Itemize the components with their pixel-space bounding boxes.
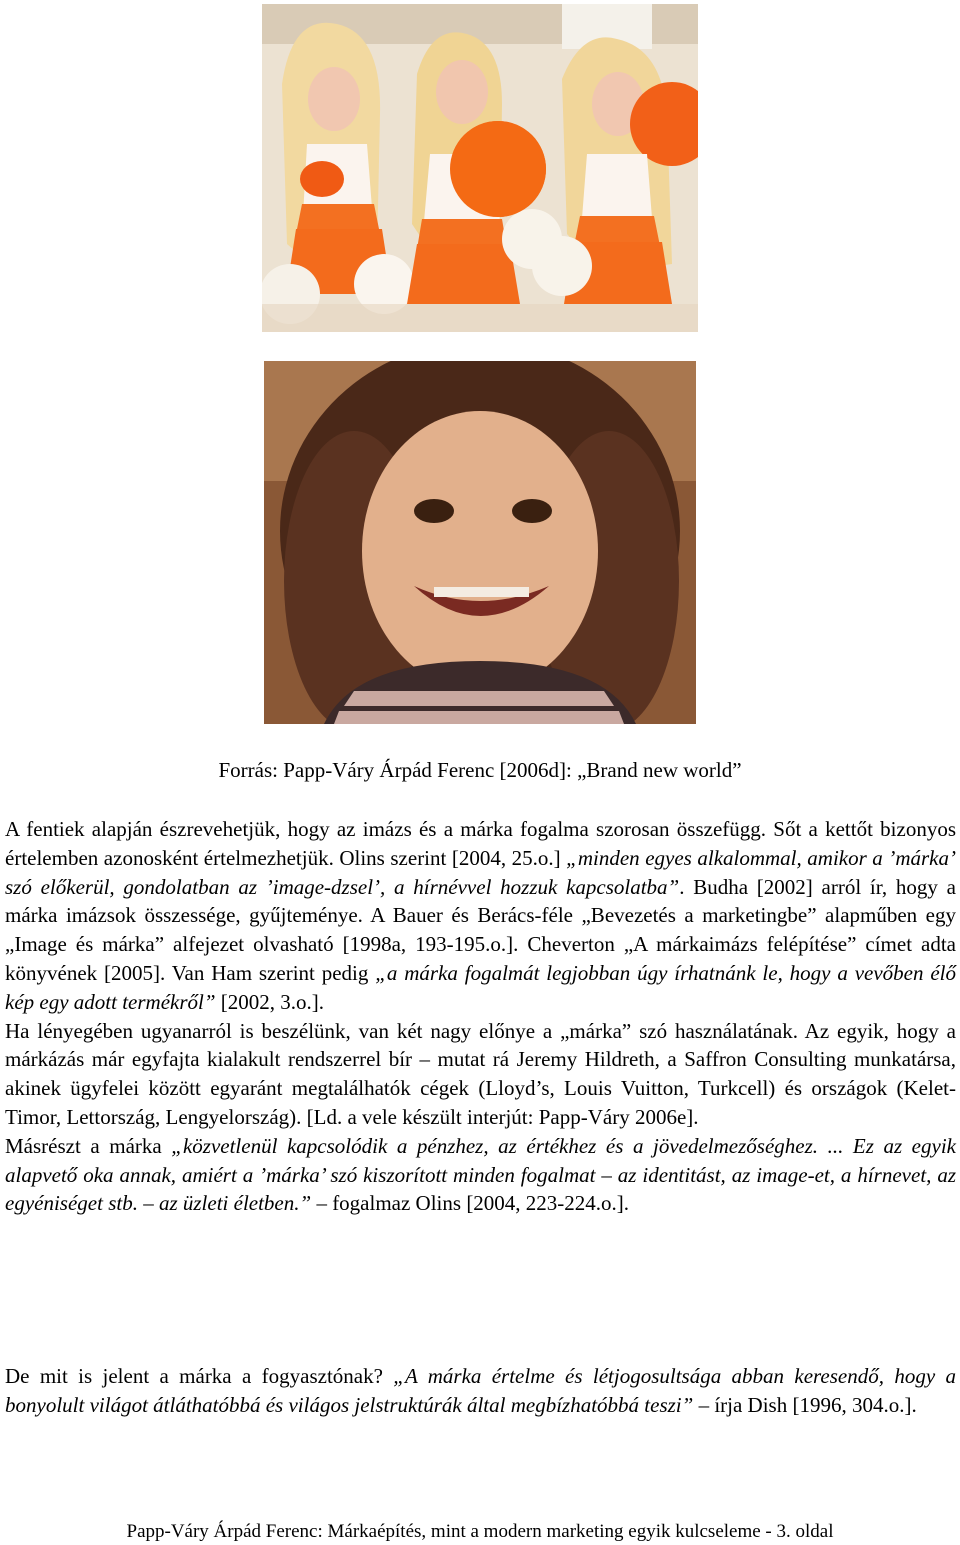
paragraph	[5, 1132, 956, 1218]
body-text-block	[5, 815, 956, 1218]
quote-text: „a márka fogalmát legjobban úgy írhatnánk le, hogy a vevőben élő kép egy adott termékről”	[5, 960, 956, 1014]
quote-text: „minden egyes alkalommal, amikor a ’márka’ szó előkerül, gondolatban az ’image-dzsel’, a hírnévvel hozzuk kapcsolatba”	[5, 845, 956, 899]
dolls-illustration	[262, 4, 698, 332]
text-run: . Budha [2002] arról ír, hogy a márka imázsok összessége, gyűjteménye. A Bauer és Berács-féle „Bevezetés a marketingbe” alapműben egy „Image és márka” alfejezet olvasható [1998a, 193-195.o.]. Cheverton „A márkaimázs felépítése” címet adta könyvének [2005]. Van Ham szerint pedig	[5, 874, 956, 985]
paragraph	[5, 1362, 956, 1420]
text-run: A fentiek alapján észrevehetjük, hogy az imázs és a márka fogalma szorosan összefügg. Sőt a kettőt bizonyos értelemben azonosként értelmezhetjük. Olins szerint [2004, 25.o.]	[5, 817, 956, 870]
paragraph	[5, 1017, 956, 1132]
text-run: De mit is jelent a márka a fogyasztónak?	[5, 1364, 394, 1388]
text-run: [2002, 3.o.].	[215, 989, 325, 1014]
text-run: Ha lényegében ugyanarról is beszélünk, van két nagy előnye a „márka” szó használatának. Az egyik, hogy a márkázás már egyfajta kialakult rendszerrel bír – mutat rá Jeremy Hildreth, a Saffron Consulting munkatársa, akinek ügyfelei között egyaránt megtalálhatók cégek (Lloyd’s, Louis Vuitton, Turkcell) és országok (Kelet-Timor, Lettország, Lengyelország). [Ld. a vele készült interjút: Papp-Váry 2006e].	[5, 1018, 956, 1129]
cheerleader-dolls-photo	[262, 4, 698, 332]
quote-text: „A márka értelme és létjogosultsága abban keresendő, hogy a bonyolult világot átláthatóbbá és világos jelstruktúrák által megbízhatóbbá teszi”	[5, 1364, 956, 1417]
smiling-girl-photo	[264, 361, 696, 724]
girl-illustration	[264, 361, 696, 724]
text-run: – írja Dish [1996, 304.o.].	[693, 1392, 917, 1417]
quote-text: „közvetlenül kapcsolódik a pénzhez, az értékhez és a jövedelmezőséghez. ... Ez az egyik alapvető oka annak, amiért a ’márka’ szó kiszorított minden fogalmat – az identitást, az image-et, a hírnevet, az egyéniséget stb. – az üzleti életben.”	[5, 1133, 956, 1216]
text-run: – fogalmaz Olins [2004, 223-224.o.].	[311, 1191, 630, 1216]
text-run: Másrészt a márka	[5, 1133, 172, 1158]
figure-caption: Forrás: Papp-Váry Árpád Ferenc [2006d]: „Brand new world”	[218, 758, 742, 782]
page-footer: Papp-Váry Árpád Ferenc: Márkaépítés, mint a modern marketing egyik kulcseleme - 3. oldal	[126, 1521, 834, 1542]
paragraph	[5, 815, 956, 1017]
body-text-block	[5, 1362, 956, 1420]
